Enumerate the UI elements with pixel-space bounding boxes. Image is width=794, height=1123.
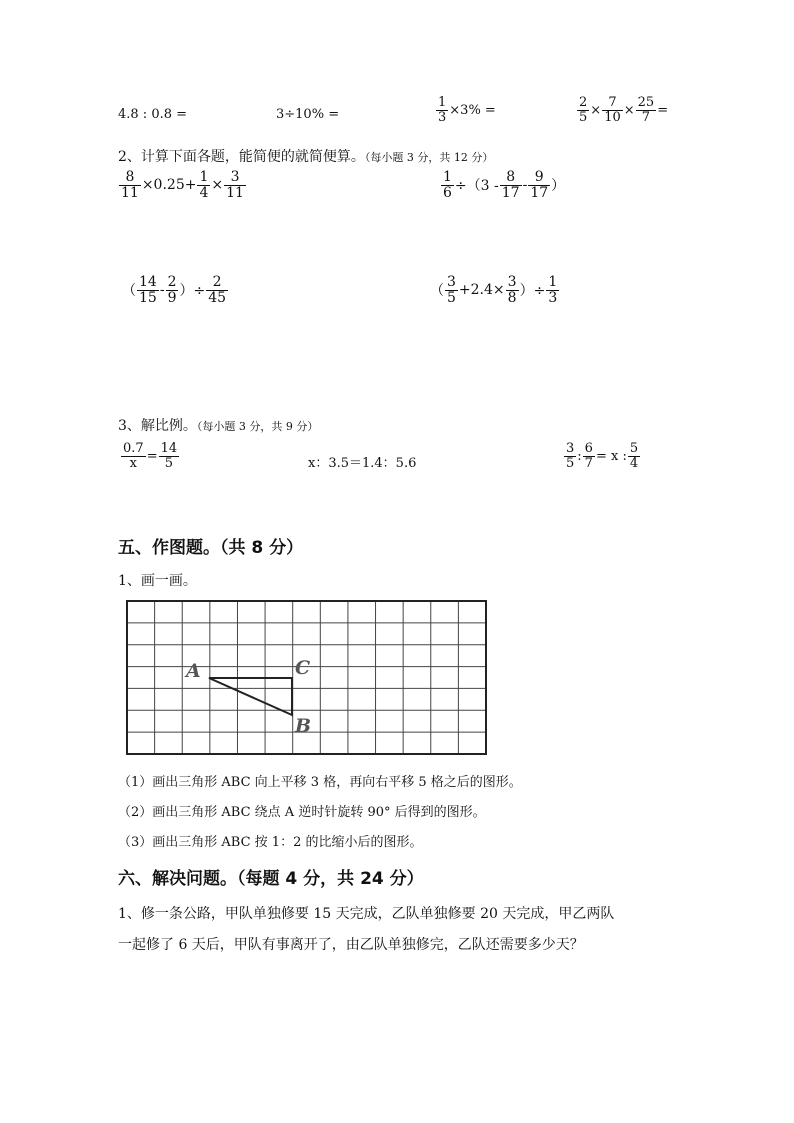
score-note: （每小题 3 分，共 12 分） xyxy=(364,151,494,164)
label-b: B xyxy=(295,715,312,737)
section-2-title: 2、计算下面各题，能简便的就简便算。（每小题 3 分，共 12 分） xyxy=(118,149,494,165)
oral-calc-4: $\frac{2}{5}$ × $\frac{7}{10}$ × $\frac{25}{7}$ = xyxy=(579,95,669,125)
fraction: $\frac{25}{7}$ xyxy=(637,95,655,125)
drawing-item-3: （3）画出三角形 ABC 按 1：2 的比缩小后的图形。 xyxy=(118,835,423,850)
oral-calc-1: 4.8 : 0.8 = xyxy=(118,107,188,122)
drawing-item-1: （1）画出三角形 ABC 向上平移 3 格，再向右平移 5 格之后的图形。 xyxy=(118,775,522,790)
drawing-grid xyxy=(120,596,492,760)
calc-problem-1: $\frac{8}{11}$ ×0.25+ $\frac{1}{4}$ × $\frac{3}{11}$ xyxy=(121,169,244,201)
drawing-question-1: 1、画一画。 xyxy=(118,573,197,589)
label-c: C xyxy=(295,657,311,679)
fraction: $\frac{1}{3}$ xyxy=(438,95,447,125)
word-problem-1-line1: 1、修一条公路，甲队单独修要 15 天完成，乙队单独修要 20 天完成，甲乙两队 xyxy=(118,906,615,922)
proportion-3: $\frac{3}{5}$ : $\frac{6}{7}$ = x : $\frac{5}{4}$ xyxy=(566,441,639,471)
proportion-1: $\frac{0.7}{x}$ = $\frac{14}{5}$ xyxy=(123,441,178,471)
calc-problem-4: （ $\frac{3}{5}$ +2.4× $\frac{3}{8}$ ）÷ $\frac{1}{3}$ xyxy=(430,274,558,306)
proportion-2: x：3.5＝1.4：5.6 xyxy=(308,456,417,471)
drawing-item-2: （2）画出三角形 ABC 绕点 A 逆时针旋转 90° 后得到的图形。 xyxy=(118,805,486,820)
calc-problem-2: $\frac{1}{6}$ ÷（3 - $\frac{8}{17}$ - $\frac{9}{17}$ ） xyxy=(443,169,566,201)
triangle-abc xyxy=(209,678,292,715)
score-note: （每小题 3 分，共 9 分） xyxy=(196,420,319,433)
oral-calc-2: 3÷10% = xyxy=(276,107,340,122)
label-a: A xyxy=(186,660,201,682)
section-3-title: 3、解比例。（每小题 3 分，共 9 分） xyxy=(118,418,319,434)
oral-calc-3: $\frac{1}{3}$ ×3% = xyxy=(438,95,496,125)
fraction: $\frac{7}{10}$ xyxy=(604,95,621,125)
word-problem-1-line2: 一起修了 6 天后，甲队有事离开了，由乙队单独修完，乙队还需要多少天？ xyxy=(118,937,584,953)
section-5-heading: 五、作图题。（共 8 分） xyxy=(118,538,304,558)
calc-problem-3: （ $\frac{14}{15}$ - $\frac{2}{9}$ ）÷ $\frac{2}{45}$ xyxy=(122,274,227,306)
fraction: $\frac{2}{5}$ xyxy=(579,95,588,125)
section-6-heading: 六、解决问题。（每题 4 分，共 24 分） xyxy=(118,869,424,889)
